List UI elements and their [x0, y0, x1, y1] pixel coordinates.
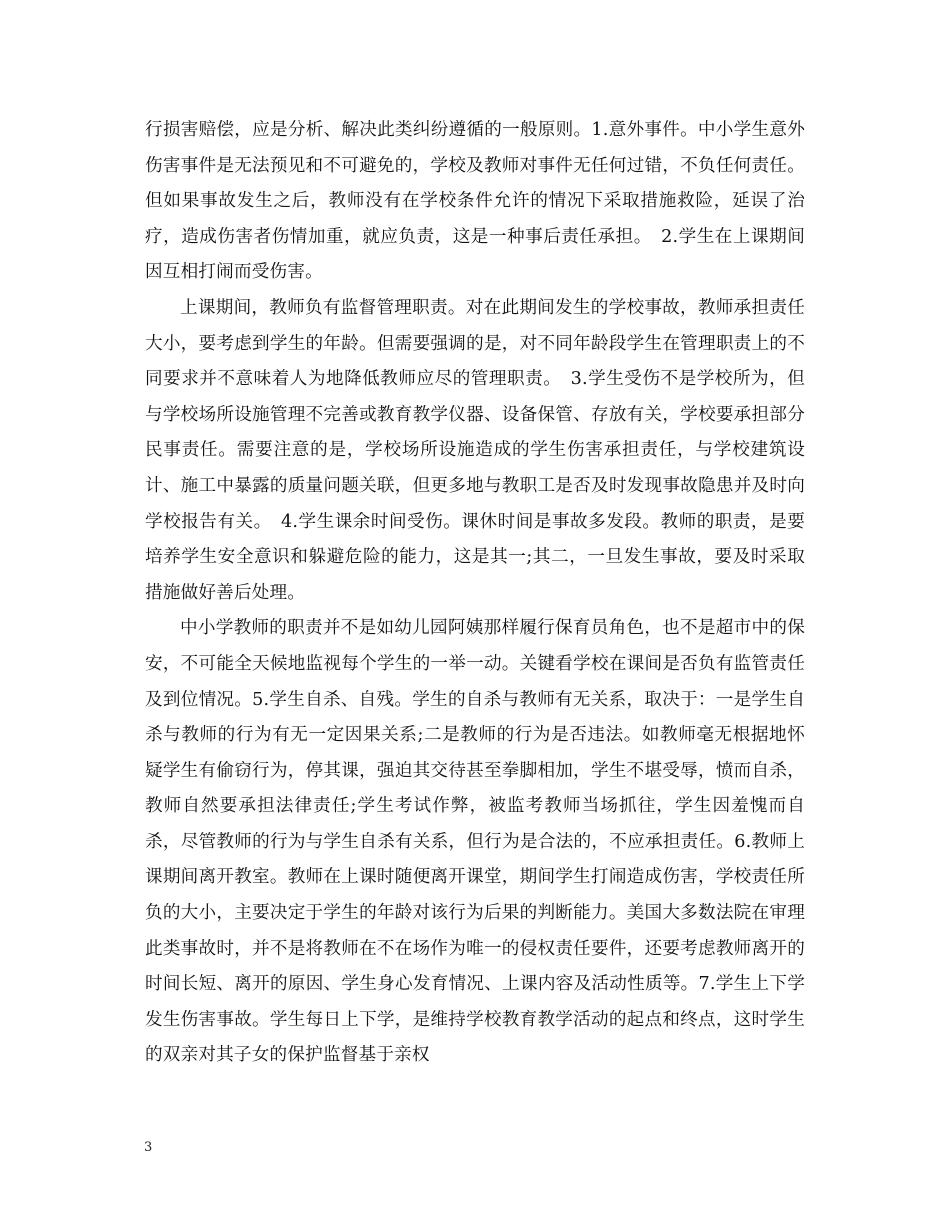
- paragraph-3: 中小学教师的职责并不是如幼儿园阿姨那样履行保育员角色，也不是超市中的保安，不可能全天候地监视每个学生的一举一动。关键看学校在课间是否负有监管责任及到位情况。5.学生自杀、自残。学生的自杀与教师有无关系，取决于：一是学生自杀与教师的行为有无一定因果关系;二是教师的行为是否违法。如教师毫无根据地怀疑学生有偷窃行为，停其课，强迫其交待甚至拳脚相加，学生不堪受辱，愤而自杀，教师自然要承担法律责任;学生考试作弊，被监考教师当场抓往，学生因羞愧而自杀，尽管教师的行为与学生自杀有关系，但行为是合法的，不应承担责任。6.教师上课期间离开教室。教师在上课时随便离开课堂，期间学生打闹造成伤害，学校责任所负的大小，主要决定于学生的年龄对该行为后果的判断能力。美国大多数法院在审理此类事故时，并不是将教师在不在场作为唯一的侵权责任要件，还要考虑教师离开的时间长短、离开的原因、学生身心发育情况、上课内容及活动性质等。7.学生上下学发生伤害事故。学生每日上下学，是维持学校教育教学活动的起点和终点，这时学生的双亲对其子女的保护监督基于亲权: [145, 618, 805, 1066]
- paragraph-1: 行损害赔偿，应是分析、解决此类纠纷遵循的一般原则。1.意外事件。中小学生意外伤害事件是无法预见和不可避免的，学校及教师对事件无任何过错，不负任何责任。但如果事故发生之后，教师没有在学校条件允许的情况下采取措施救险，延误了治疗，造成伤害者伤情加重，就应负责，这是一种事后责任承担。 2.学生在上课期间因互相打闹而受伤害。: [145, 120, 805, 283]
- page-number: 3: [144, 1140, 153, 1155]
- paragraph-2: 上课期间，教师负有监督管理职责。对在此期间发生的学校事故，教师承担责任大小，要考虑到学生的年龄。但需要强调的是，对不同年龄段学生在管理职责上的不同要求并不意味着人为地降低教师应尽的管理职责。 3.学生受伤不是学校所为，但与学校场所设施管理不完善或教育教学仪器、设备保管、存放有关，学校要承担部分民事责任。需要注意的是，学校场所设施造成的学生伤害承担责任，与学校建筑设计、施工中暴露的质量问题关联，但更多地与教职工是否及时发现事故隐患并及时向学校报告有关。 4.学生课余时间受伤。课休时间是事故多发段。教师的职责，是要培养学生安全意识和躲避危险的能力，这是其一;其二，一旦发生事故，要及时采取措施做好善后处理。: [145, 297, 805, 603]
- document-body: [145, 113, 805, 1074]
